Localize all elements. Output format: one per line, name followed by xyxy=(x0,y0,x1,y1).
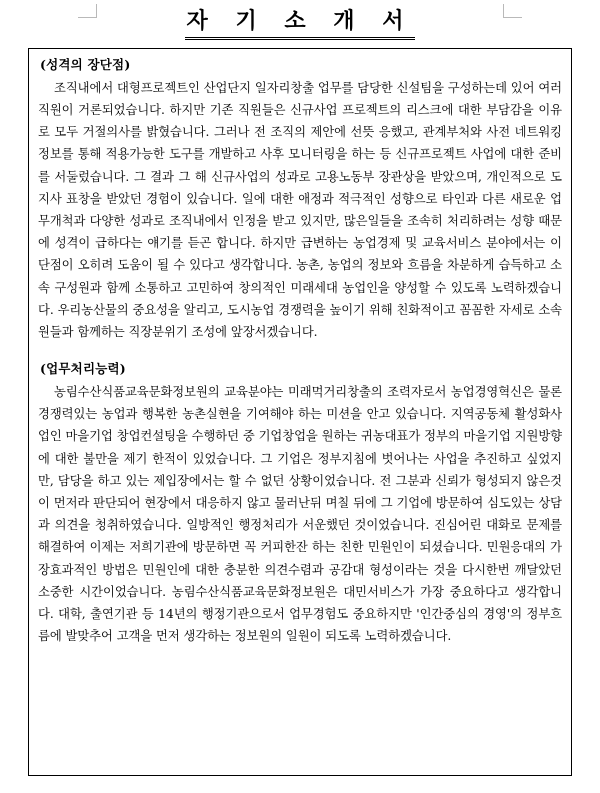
section-heading-strengths-weaknesses: (성격의 장단점) xyxy=(40,57,131,72)
section-body-work-ability: 농림수산식품교육문화정보원의 교육분야는 미래먹거리창출의 조력자로서 농업경영혁신은 물론 경쟁력있는 농업과 행복한 농촌실현을 기여해야 하는 미션을 안고 있습니다. 지역공동체 활성화사업인 마을기업 창업컨설팅을 수행하던 중 기업창업을 원하는 귀농대표가 정부의 마을기업 지원방향에 대한 불만을 제기 한적이 있었습니다. 그 기업은 정부지침에 벗어나는 사업을 추진하고 싶었지만, 담당을 하고 있는 제입장에서는 할 수 없던 상황이었습니다. 전 그분과 신뢰가 형성되지 않은것이 먼저라 판단되어 현장에서 대응하지 않고 물러난뒤 며칠 뒤에 그 기업에 방문하여 심도있는 상담과 의견을 청취하였습니다. 일방적인 행정처리가 서운했던 것이었습니다. 진심어린 대화로 문제를 해결하여 이제는 저희기관에 방문하면 꼭 커피한잔 하는 친한 민원인이 되셨습니다. 민원응대의 가장효과적인 방법은 민원인에 대한 충분한 의견수렴과 공감대 형성이라는 것을 다시한번 깨달았던 소중한 시간이었습니다. 농림수산식품교육문화정보원은 대민서비스가 가장 중요하다고 생각합니다. 대학, 출연기관 등 14년의 행정기관으로서 업무경험도 중요하지만 '인간중심의 경영'의 정부흐름에 발맞추어 고객을 먼저 생각하는 정보원의 일원이 되도록 노력하겠습니다. xyxy=(38,384,562,644)
section-work-ability xyxy=(38,360,562,647)
section-strengths-weaknesses xyxy=(38,56,562,343)
document-title xyxy=(0,8,600,40)
content-box xyxy=(28,48,572,776)
section-heading-work-ability: (업무처리능력) xyxy=(40,361,126,377)
document-title-text: 자 기 소 개 서 xyxy=(185,8,416,40)
section-body-strengths-weaknesses: 조직내에서 대형프로젝트인 산업단지 일자리창출 업무를 담당한 신설팀을 구성하는데 있어 여러 직원이 거론되었습니다. 하지만 기존 직원들은 신규사업 프로젝트의 리스크에 대한 부담감을 이유로 모두 거절의사를 밝혔습니다. 그러나 전 조직의 제안에 선뜻 응했고, 관계부처와 사전 네트워킹 정보를 통해 적용가능한 도구를 개발하고 사후 모니터링을 하는 등 신규프로젝트 사업에 대한 준비를 서둘렀습니다. 그 결과 그 해 신규사업의 성과로 고용노동부 장관상을 받았으며, 개인적으로 도지사 표창을 받았던 경험이 있습니다. 일에 대한 애정과 적극적인 성향으로 타인과 다른 새로운 업무개척과 다양한 성과로 조직내에서 인정을 받고 있지만, 많은일들을 조속히 처리하려는 성향 때문에 성격이 급하다는 얘기를 듣곤 합니다. 하지만 급변하는 농업경제 및 교육서비스 분야에서는 이 단점이 오히려 도움이 될 수 있다고 생각합니다. 농촌, 농업의 정보와 흐름을 차분하게 습득하고 소속 구성원과 함께 소통하고 고민하여 창의적인 미래세대 농업인을 양성할 수 있도록 노력하겠습니다. 우리농산물의 중요성을 알리고, 도시농업 경쟁력을 높이기 위해 친화적이고 꼼꼼한 자세로 소속원들과 함께하는 직장분위기 조성에 앞장서겠습니다. xyxy=(38,80,562,339)
